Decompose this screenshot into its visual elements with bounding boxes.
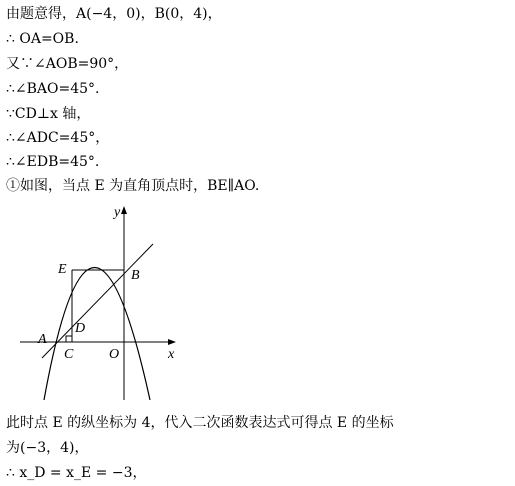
text-line-4: ∴∠BAO=45°.: [6, 81, 100, 97]
text-line-1: 由题意得，A(−4，0)，B(0，4)，: [6, 6, 222, 22]
figure-svg: [14, 200, 194, 400]
text-line-9: 此时点 E 的纵坐标为 4，代入二次函数表达式可得点 E 的坐标: [6, 415, 394, 431]
text-line-10: 为(−3，4)，: [6, 440, 89, 456]
text-line-11: ∴ x_D = x_E = −3，: [6, 465, 147, 481]
text-line-2: ∴ OA=OB.: [6, 31, 79, 47]
right-angle-mark: [66, 336, 72, 342]
label-o: O: [109, 347, 120, 362]
label-y: y: [114, 205, 121, 220]
label-d: D: [75, 321, 86, 336]
text-line-6: ∴∠ADC=45°，: [6, 130, 110, 146]
text-line-7: ∴∠EDB=45°.: [6, 154, 100, 170]
parabola: [44, 268, 150, 401]
x-axis-arrow: [168, 339, 176, 345]
label-b: B: [131, 268, 140, 283]
coordinate-figure: [14, 200, 194, 404]
label-x: x: [168, 347, 175, 362]
text-line-5: ∵CD⊥x 轴，: [6, 106, 91, 122]
text-line-8: ①如图，当点 E 为直角顶点时，BE∥AO.: [6, 178, 260, 194]
text-line-3: 又∵∠AOB=90°，: [6, 56, 129, 72]
y-axis-arrow: [121, 206, 127, 214]
label-a: A: [38, 332, 47, 347]
label-c: C: [64, 347, 74, 362]
label-e: E: [58, 262, 67, 277]
